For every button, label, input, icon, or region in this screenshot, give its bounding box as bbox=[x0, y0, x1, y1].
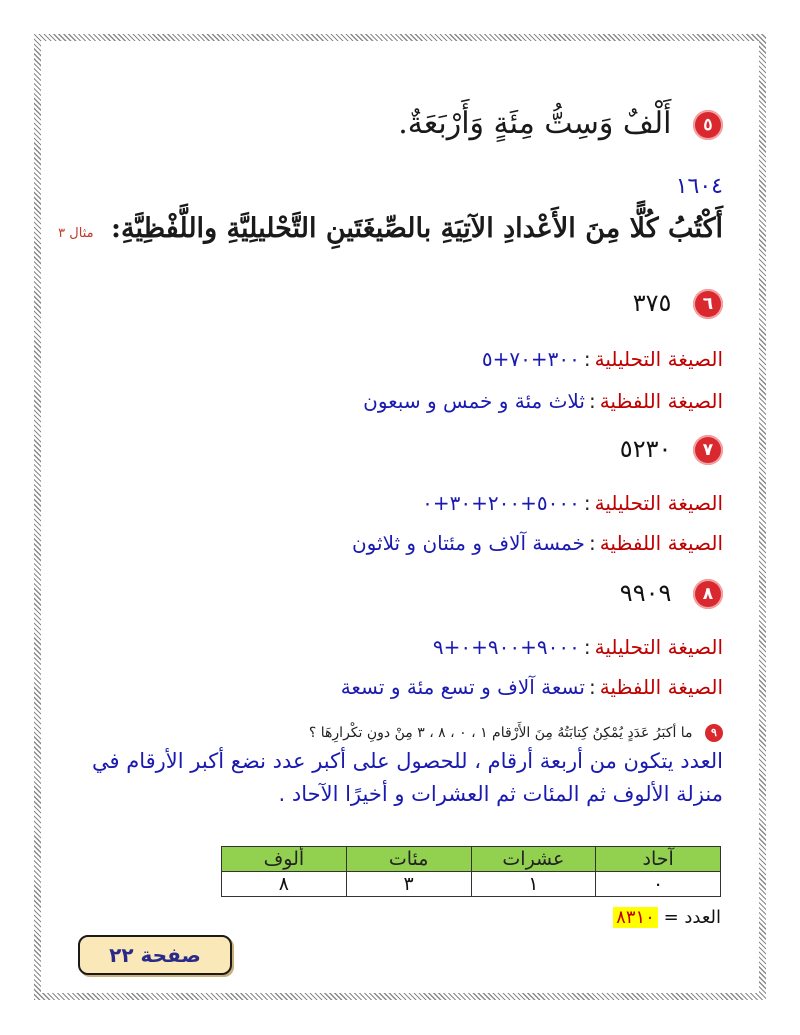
decorative-border bbox=[34, 34, 766, 1000]
question-number-badge: ٩ bbox=[705, 724, 723, 742]
header-hundreds: مئات bbox=[346, 847, 471, 872]
question-7 bbox=[620, 435, 723, 465]
example-reference: مثال ٣ bbox=[58, 226, 94, 241]
q7-verbal-line bbox=[352, 531, 723, 555]
separator-colon: : bbox=[583, 635, 591, 659]
verbal-value: خمسة آلاف و مئتان و ثلاثون bbox=[351, 531, 585, 555]
analytic-label: الصيغة التحليلية bbox=[594, 491, 723, 515]
verbal-value: تسعة آلاف و تسع مئة و تسعة bbox=[340, 675, 585, 699]
analytic-value: ٩٠٠٠+٩٠٠+٠+٩ bbox=[432, 635, 580, 659]
question-9-text: ما أكبَرُ عَدَدٍ يُمْكِنُ كِتابَتُهُ مِنَ الأَرْقام ١ ، ٠ ، ٨ ، ٣ مِنْ دونِ تكْرارِهَا ؟ bbox=[308, 725, 693, 741]
verbal-label: الصيغة اللفظية bbox=[599, 389, 723, 413]
question-number-badge: ٨ bbox=[693, 579, 723, 609]
result-value: ٨٣١٠ bbox=[613, 907, 658, 928]
page-content bbox=[41, 41, 759, 993]
question-8 bbox=[620, 579, 723, 609]
table-header-row bbox=[222, 847, 721, 872]
question-6 bbox=[633, 289, 723, 319]
header-ones: آحاد bbox=[596, 847, 721, 872]
separator-colon: : bbox=[588, 531, 596, 555]
separator-colon: : bbox=[588, 675, 596, 699]
value-ones: ٠ bbox=[596, 872, 721, 897]
question-5 bbox=[398, 106, 723, 141]
q8-verbal-line bbox=[341, 675, 723, 699]
value-hundreds: ٣ bbox=[346, 872, 471, 897]
page-number-badge bbox=[78, 935, 232, 975]
question-8-value: ٩٩٠٩ bbox=[619, 579, 672, 607]
q6-analytic-line bbox=[482, 347, 723, 371]
verbal-label: الصيغة اللفظية bbox=[599, 675, 723, 699]
q6-verbal-line bbox=[363, 389, 723, 413]
verbal-value: ثلاث مئة و خمس و سبعون bbox=[363, 389, 585, 413]
place-value-table bbox=[221, 846, 721, 897]
question-6-value: ٣٧٥ bbox=[632, 289, 672, 317]
analytic-value: ٣٠٠+٧٠+٥ bbox=[481, 347, 580, 371]
section-heading bbox=[58, 213, 723, 244]
page-number-label: صفحة ٢٢ bbox=[109, 943, 201, 967]
question-5-text: أَلْفٌ وَسِتُّ مِئَةٍ وَأَرْبَعَةٌ. bbox=[398, 106, 672, 141]
question-7-value: ٥٢٣٠ bbox=[619, 435, 672, 463]
header-tens: عشرات bbox=[471, 847, 596, 872]
question-number-badge: ٥ bbox=[693, 110, 723, 140]
result-line bbox=[613, 907, 721, 928]
table-row bbox=[222, 872, 721, 897]
analytic-label: الصيغة التحليلية bbox=[594, 347, 723, 371]
value-tens: ١ bbox=[471, 872, 596, 897]
analytic-value: ٥٠٠٠+٢٠٠+٣٠+٠ bbox=[422, 491, 580, 515]
separator-colon: : bbox=[588, 389, 596, 413]
question-number-badge: ٧ bbox=[693, 435, 723, 465]
header-thousands: ألوف bbox=[222, 847, 347, 872]
q7-analytic-line bbox=[422, 491, 723, 515]
question-9 bbox=[309, 724, 723, 742]
q8-analytic-line bbox=[433, 635, 723, 659]
separator-colon: : bbox=[583, 347, 591, 371]
question-number-badge: ٦ bbox=[693, 289, 723, 319]
question-9-explanation: العدد يتكون من أربعة أرقام ، للحصول على أكبر عدد نضع أكبر الأرقام في منزلة الألوف ثم المئات ثم العشرات و أخيرًا الآحاد . bbox=[92, 749, 723, 806]
separator-colon: : bbox=[583, 491, 591, 515]
verbal-label: الصيغة اللفظية bbox=[599, 531, 723, 555]
question-5-answer: ١٦٠٤ bbox=[675, 174, 723, 199]
value-thousands: ٨ bbox=[222, 872, 347, 897]
analytic-label: الصيغة التحليلية bbox=[594, 635, 723, 659]
result-label: العدد = bbox=[663, 907, 721, 928]
heading-text: أَكْتُبُ كُلًّا مِنَ الأَعْدادِ الآتِيَةِ بالصِّيغَتَينِ التَّحْليلِيَّةِ واللَّفْظِيَّةِ: bbox=[111, 213, 723, 244]
